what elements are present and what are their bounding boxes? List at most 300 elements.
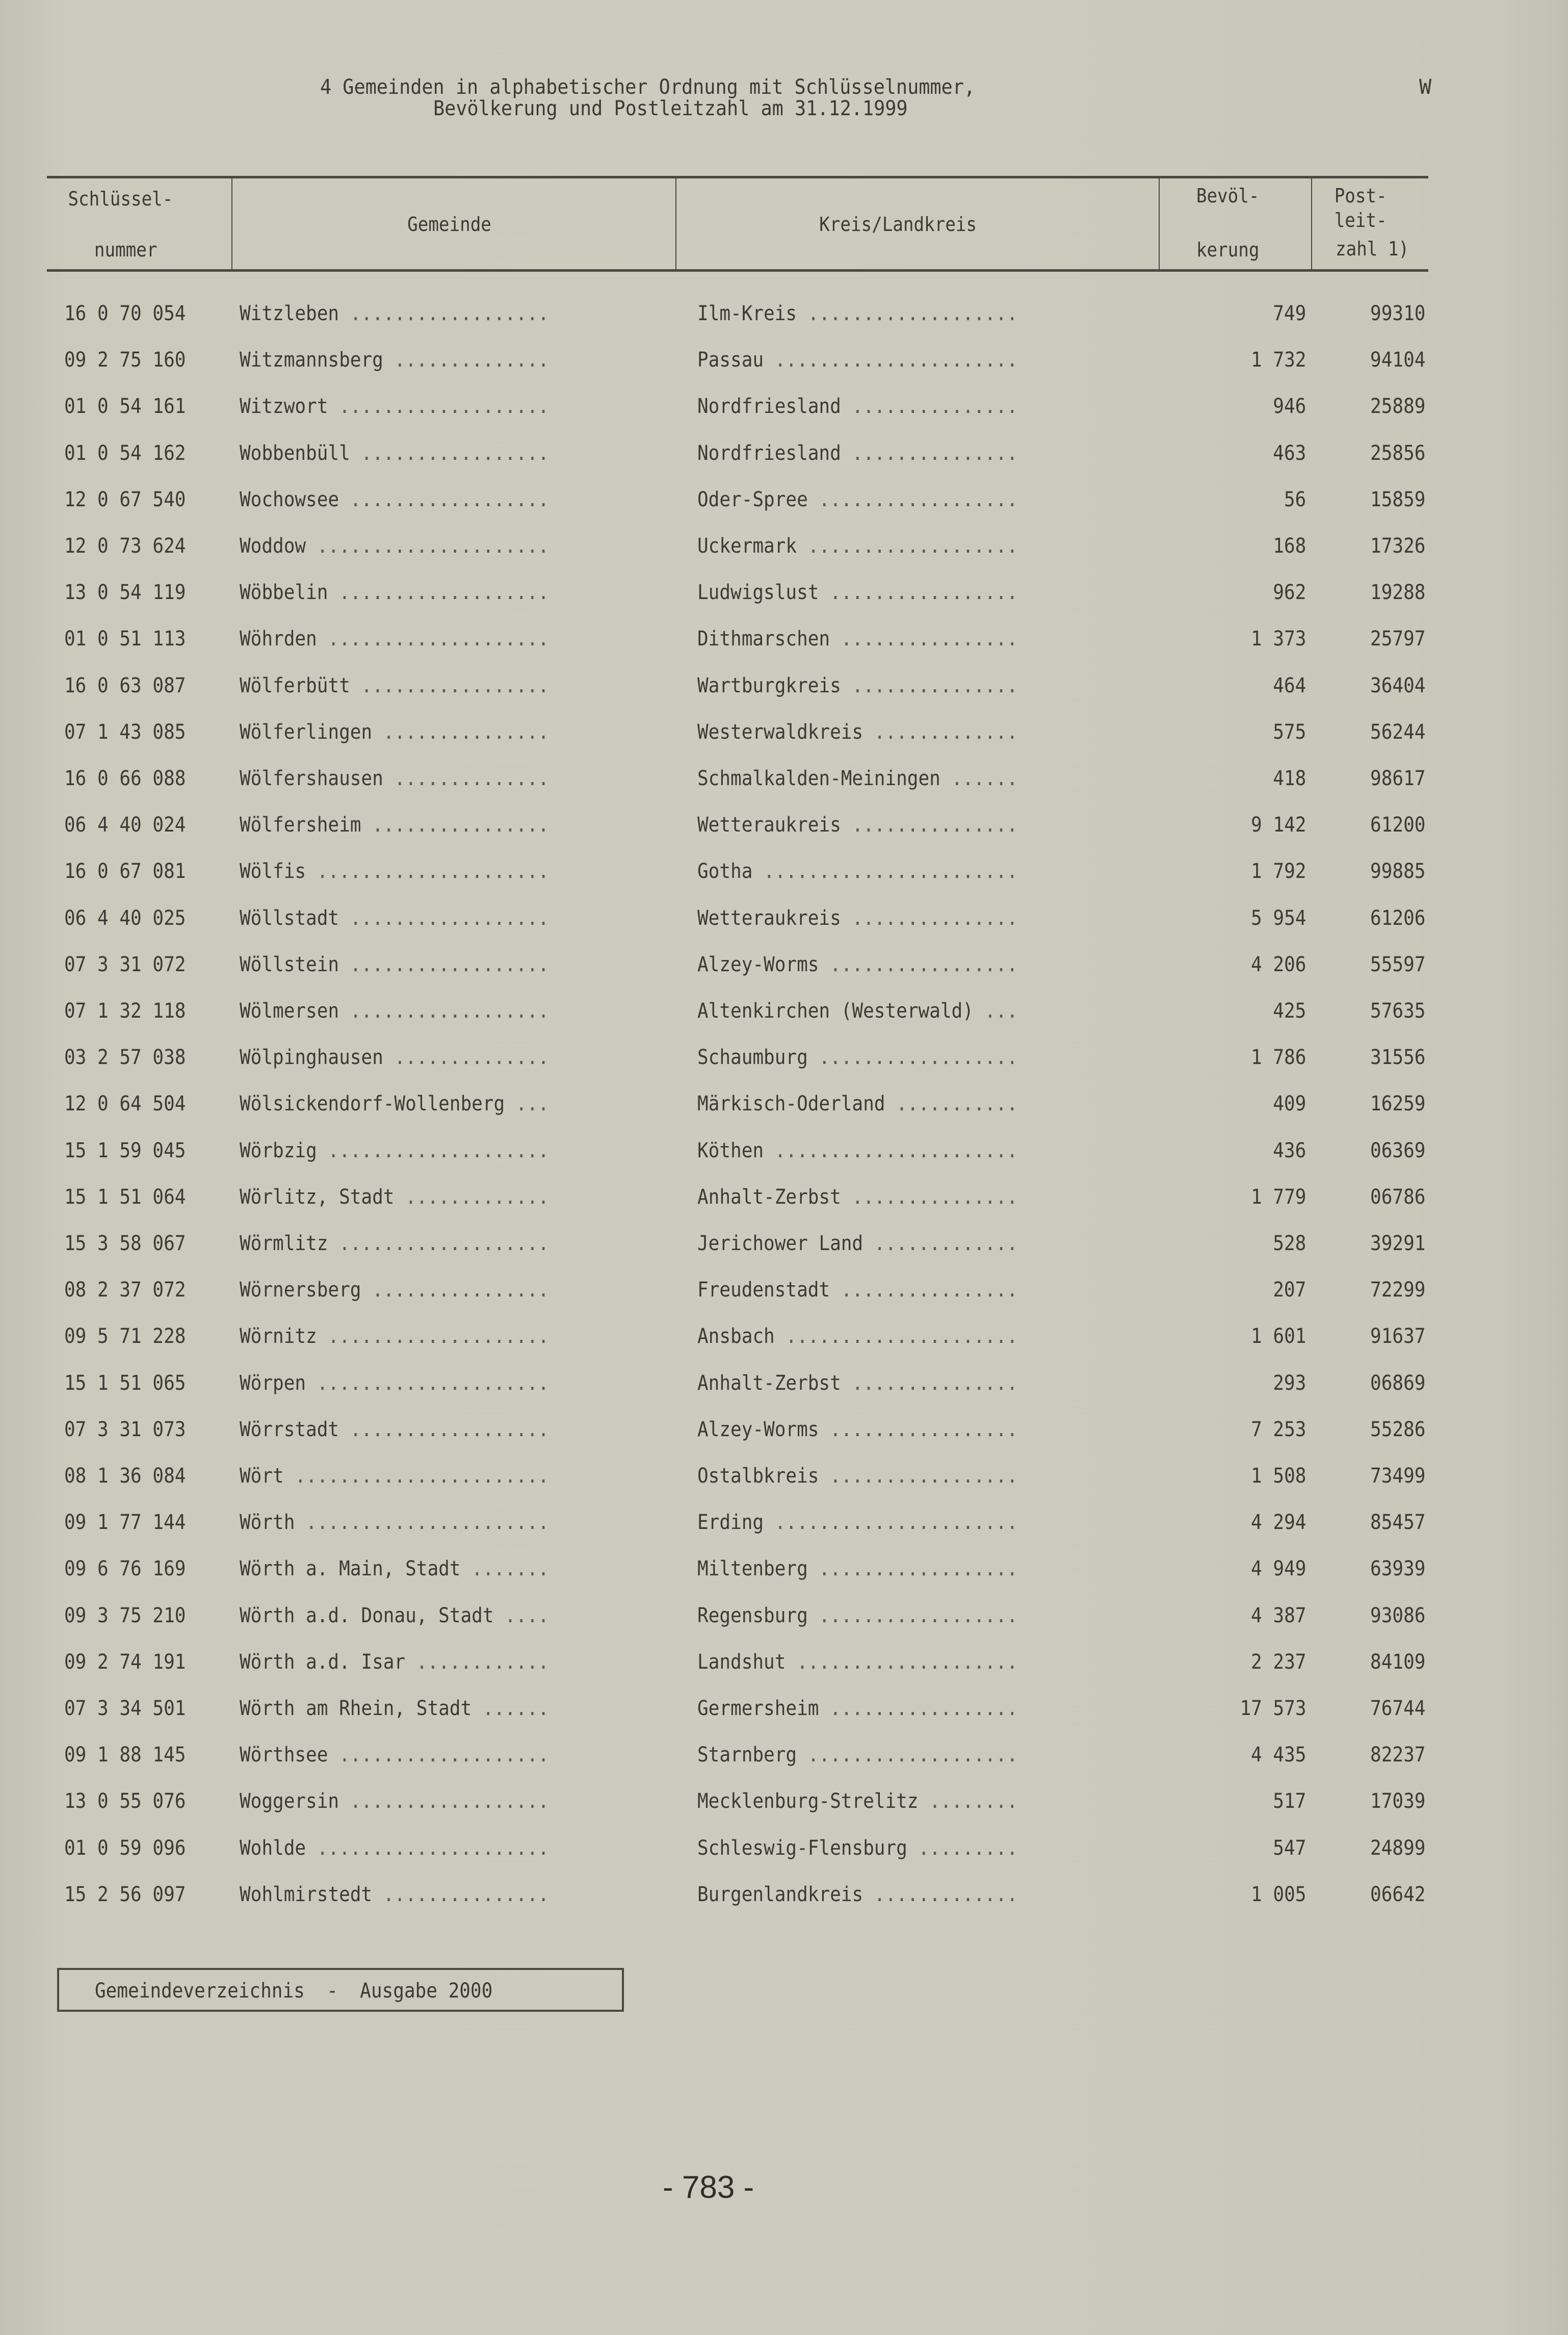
gemeinde-name <box>240 1883 549 1906</box>
gemeinde-name-text: Woddow <box>240 534 306 558</box>
gemeinde-name-text: Wöhrden <box>240 627 317 651</box>
gemeinde-name-text: Wohlde <box>240 1836 306 1860</box>
bevoelkerung: 1 792 <box>1250 860 1306 883</box>
schluesselnummer: 07 3 34 501 <box>64 1697 186 1720</box>
leader-dots: ................... <box>328 1232 549 1255</box>
leader-dots: ............... <box>841 813 1018 837</box>
edition-label: Gemeindeverzeichnis - Ausgabe 2000 <box>95 1979 493 2003</box>
gemeinde-name-text: Wöllstein <box>240 953 339 976</box>
schluesselnummer: 12 0 64 504 <box>64 1092 186 1115</box>
header-plz-line-2: leit- <box>1334 209 1387 231</box>
gemeinde-name-text: Wörlitz, Stadt <box>240 1185 395 1209</box>
kreis-name-text: Ansbach <box>697 1325 775 1348</box>
schluesselnummer: 13 0 54 119 <box>64 581 186 604</box>
gemeinde-name <box>240 488 549 511</box>
kreis-name-text: Alzey-Worms <box>697 953 819 976</box>
gemeinde-name-text: Wörrstadt <box>240 1418 339 1441</box>
gemeinde-name-text: Wörth a.d. Donau, Stadt <box>240 1604 494 1627</box>
kreis-name <box>697 1511 1018 1534</box>
leader-dots: ..................... <box>306 1836 549 1860</box>
postleitzahl: 99310 <box>1370 302 1425 325</box>
schluesselnummer: 06 4 40 025 <box>64 906 186 930</box>
bevoelkerung: 1 601 <box>1250 1325 1306 1348</box>
bevoelkerung: 4 949 <box>1250 1557 1306 1580</box>
postleitzahl: 17326 <box>1370 534 1425 558</box>
table-row <box>0 1371 1568 1402</box>
postleitzahl: 24899 <box>1370 1836 1425 1860</box>
schluesselnummer: 15 2 56 097 <box>64 1883 186 1906</box>
kreis-name-text: Starnberg <box>697 1743 797 1767</box>
kreis-name-text: Miltenberg <box>697 1557 808 1580</box>
postleitzahl: 17039 <box>1370 1789 1425 1813</box>
header-key-line-2: nummer <box>94 239 158 261</box>
gemeinde-name <box>240 674 549 697</box>
kreis-name <box>697 442 1018 465</box>
kreis-name-text: Schmalkalden-Meiningen <box>697 767 940 790</box>
bevoelkerung: 1 005 <box>1250 1883 1306 1906</box>
kreis-name-text: Nordfriesland <box>697 395 841 418</box>
leader-dots: ...................... <box>764 348 1018 372</box>
postleitzahl: 57635 <box>1370 999 1425 1023</box>
schluesselnummer: 08 2 37 072 <box>64 1278 186 1302</box>
postleitzahl: 93086 <box>1370 1604 1425 1627</box>
bevoelkerung: 5 954 <box>1250 906 1306 930</box>
leader-dots: ....................... <box>752 860 1018 883</box>
table-row <box>0 581 1568 611</box>
kreis-name <box>697 1883 1018 1906</box>
leader-dots: .............. <box>383 1046 549 1069</box>
table-row <box>0 1743 1568 1774</box>
table-row <box>0 1836 1568 1867</box>
bevoelkerung: 517 <box>1272 1789 1306 1813</box>
kreis-name-text: Dithmarschen <box>697 627 830 651</box>
gemeinde-name <box>240 720 549 744</box>
gemeinde-name <box>240 1743 549 1767</box>
gemeinde-name <box>240 395 549 418</box>
kreis-name <box>697 1836 1018 1860</box>
schluesselnummer: 09 2 74 191 <box>64 1650 186 1674</box>
kreis-name-text: Gotha <box>697 860 753 883</box>
leader-dots: ................ <box>361 813 549 837</box>
postleitzahl: 82237 <box>1370 1743 1425 1767</box>
postleitzahl: 06369 <box>1370 1139 1425 1162</box>
leader-dots: .............. <box>383 767 549 790</box>
column-divider <box>231 178 232 270</box>
bevoelkerung: 1 779 <box>1250 1185 1306 1209</box>
gemeinde-name-text: Wörthsee <box>240 1743 328 1767</box>
table-row <box>0 1883 1568 1913</box>
bevoelkerung: 946 <box>1272 395 1306 418</box>
leader-dots: ................... <box>797 1743 1018 1767</box>
header-plz-line-3: zahl 1) <box>1336 238 1409 260</box>
header-pop-line-2: kerung <box>1196 239 1260 261</box>
gemeinde-name <box>240 534 549 558</box>
gemeinde-name <box>240 1789 549 1813</box>
schluesselnummer: 09 1 88 145 <box>64 1743 186 1767</box>
leader-dots: .................. <box>807 1046 1018 1069</box>
leader-dots: .................... <box>317 627 549 651</box>
postleitzahl: 61200 <box>1370 813 1425 837</box>
leader-dots: ............. <box>863 1883 1018 1906</box>
gemeinde-name <box>240 767 549 790</box>
kreis-name-text: Oder-Spree <box>697 488 808 511</box>
gemeinde-name <box>240 1139 549 1162</box>
leader-dots: .................. <box>807 488 1018 511</box>
leader-dots: ...................... <box>295 1511 549 1534</box>
postleitzahl: 72299 <box>1370 1278 1425 1302</box>
postleitzahl: 19288 <box>1370 581 1425 604</box>
table-row <box>0 1697 1568 1727</box>
schluesselnummer: 12 0 67 540 <box>64 488 186 511</box>
bevoelkerung: 418 <box>1272 767 1306 790</box>
bevoelkerung: 207 <box>1272 1278 1306 1302</box>
kreis-name <box>697 1604 1018 1627</box>
postleitzahl: 31556 <box>1370 1046 1425 1069</box>
leader-dots: ... <box>505 1092 549 1115</box>
leader-dots: .................. <box>339 488 549 511</box>
schluesselnummer: 16 0 66 088 <box>64 767 186 790</box>
gemeinde-name <box>240 1278 549 1302</box>
bevoelkerung: 2 237 <box>1250 1650 1306 1674</box>
table-row <box>0 1092 1568 1123</box>
schluesselnummer: 09 5 71 228 <box>64 1325 186 1348</box>
kreis-name-text: Märkisch-Oderland <box>697 1092 885 1115</box>
bevoelkerung: 962 <box>1272 581 1306 604</box>
schluesselnummer: 09 1 77 144 <box>64 1511 186 1534</box>
header-kreis: Kreis/Landkreis <box>819 213 977 236</box>
leader-dots: ......... <box>907 1836 1018 1860</box>
gemeinde-name-text: Wölmersen <box>240 999 339 1023</box>
postleitzahl: 25856 <box>1370 442 1425 465</box>
leader-dots: ..................... <box>306 860 549 883</box>
postleitzahl: 36404 <box>1370 674 1425 697</box>
gemeinde-name <box>240 1650 549 1674</box>
bevoelkerung: 4 294 <box>1250 1511 1306 1534</box>
kreis-name <box>697 1092 1018 1115</box>
column-divider <box>1311 178 1312 270</box>
schluesselnummer: 13 0 55 076 <box>64 1789 186 1813</box>
schluesselnummer: 08 1 36 084 <box>64 1464 186 1488</box>
header-key-line-1: Schlüssel- <box>68 188 173 210</box>
table-row <box>0 813 1568 844</box>
leader-dots: ..................... <box>774 1325 1018 1348</box>
kreis-name <box>697 1325 1018 1348</box>
schluesselnummer: 01 0 54 162 <box>64 442 186 465</box>
table-row <box>0 1511 1568 1541</box>
header-pop-line-1: Bevöl- <box>1196 185 1260 207</box>
gemeinde-name <box>240 1185 549 1209</box>
postleitzahl: 39291 <box>1370 1232 1425 1255</box>
leader-dots: ............. <box>394 1185 549 1209</box>
kreis-name-text: Westerwaldkreis <box>697 720 864 744</box>
kreis-name-text: Mecklenburg-Strelitz <box>697 1789 919 1813</box>
table-row <box>0 1604 1568 1634</box>
postleitzahl: 99885 <box>1370 860 1425 883</box>
kreis-name <box>697 627 1018 651</box>
gemeinde-name-text: Wörth <box>240 1511 295 1534</box>
bevoelkerung: 4 435 <box>1250 1743 1306 1767</box>
kreis-name-text: Nordfriesland <box>697 442 841 465</box>
schluesselnummer: 01 0 54 161 <box>64 395 186 418</box>
kreis-name-text: Wetteraukreis <box>697 813 841 837</box>
gemeinde-name-text: Wölfis <box>240 860 306 883</box>
gemeinde-name-text: Wölsickendorf-Wollenberg <box>240 1092 505 1115</box>
table-row <box>0 953 1568 983</box>
table-row <box>0 860 1568 890</box>
kreis-name-text: Wetteraukreis <box>697 906 841 930</box>
table-row <box>0 348 1568 379</box>
header-bottom-rule <box>47 269 1428 272</box>
leader-dots: .............. <box>383 348 549 372</box>
schluesselnummer: 16 0 70 054 <box>64 302 186 325</box>
leader-dots: .... <box>493 1604 549 1627</box>
gemeinde-name <box>240 442 549 465</box>
table-row <box>0 999 1568 1030</box>
leader-dots: ................ <box>361 1278 549 1302</box>
postleitzahl: 73499 <box>1370 1464 1425 1488</box>
kreis-name-text: Jerichower Land <box>697 1232 864 1255</box>
section-letter: W <box>1419 75 1432 99</box>
gemeinde-name <box>240 1511 549 1534</box>
gemeinde-name-text: Wörnitz <box>240 1325 317 1348</box>
postleitzahl: 91637 <box>1370 1325 1425 1348</box>
header-gemeinde: Gemeinde <box>407 213 491 236</box>
kreis-name <box>697 953 1018 976</box>
bevoelkerung: 56 <box>1284 488 1306 511</box>
leader-dots: .................... <box>317 1139 549 1162</box>
bevoelkerung: 293 <box>1272 1371 1306 1395</box>
leader-dots: ................. <box>350 442 549 465</box>
postleitzahl: 94104 <box>1370 348 1425 372</box>
postleitzahl: 25889 <box>1370 395 1425 418</box>
kreis-name-text: Ostalbkreis <box>697 1464 819 1488</box>
leader-dots: .................. <box>339 1418 549 1441</box>
postleitzahl: 06786 <box>1370 1185 1425 1209</box>
leader-dots: .................... <box>786 1650 1018 1674</box>
kreis-name <box>697 395 1018 418</box>
bevoelkerung: 168 <box>1272 534 1306 558</box>
kreis-name <box>697 1650 1018 1674</box>
schluesselnummer: 16 0 63 087 <box>64 674 186 697</box>
schluesselnummer: 01 0 59 096 <box>64 1836 186 1860</box>
kreis-name-text: Ilm-Kreis <box>697 302 797 325</box>
table-row <box>0 1232 1568 1262</box>
leader-dots: ............... <box>841 674 1018 697</box>
header-plz-line-1: Post- <box>1334 185 1387 207</box>
kreis-name-text: Anhalt-Zerbst <box>697 1371 841 1395</box>
postleitzahl: 15859 <box>1370 488 1425 511</box>
leader-dots: ............... <box>841 906 1018 930</box>
schluesselnummer: 15 3 58 067 <box>64 1232 186 1255</box>
bevoelkerung: 4 387 <box>1250 1604 1306 1627</box>
leader-dots: ................... <box>328 395 549 418</box>
gemeinde-name-text: Wörth a. Main, Stadt <box>240 1557 461 1580</box>
leader-dots: ............... <box>841 1371 1018 1395</box>
leader-dots: ..................... <box>306 534 549 558</box>
table-row <box>0 1185 1568 1216</box>
gemeinde-name-text: Wölferbütt <box>240 674 350 697</box>
gemeinde-name <box>240 1464 549 1488</box>
kreis-name-text: Burgenlandkreis <box>697 1883 864 1906</box>
leader-dots: .................. <box>339 999 549 1023</box>
gemeinde-name-text: Wörnersberg <box>240 1278 361 1302</box>
bevoelkerung: 464 <box>1272 674 1306 697</box>
leader-dots: .................. <box>339 1789 549 1813</box>
bevoelkerung: 463 <box>1272 442 1306 465</box>
table-row <box>0 1046 1568 1076</box>
leader-dots: ................. <box>819 953 1018 976</box>
schluesselnummer: 07 3 31 072 <box>64 953 186 976</box>
table-row <box>0 302 1568 332</box>
leader-dots: .................. <box>807 1604 1018 1627</box>
gemeinde-name <box>240 813 549 837</box>
gemeinde-name <box>240 1046 549 1069</box>
kreis-name <box>697 1139 1018 1162</box>
bevoelkerung: 409 <box>1272 1092 1306 1115</box>
gemeinde-name-text: Wochowsee <box>240 488 339 511</box>
schluesselnummer: 09 6 76 169 <box>64 1557 186 1580</box>
table-row <box>0 488 1568 518</box>
bevoelkerung: 1 373 <box>1250 627 1306 651</box>
gemeinde-name-text: Wört <box>240 1464 284 1488</box>
kreis-name <box>697 674 1018 697</box>
table-row <box>0 1650 1568 1681</box>
kreis-name <box>697 488 1018 511</box>
leader-dots: ..................... <box>306 1371 549 1395</box>
gemeinde-name-text: Wörth am Rhein, Stadt <box>240 1697 472 1720</box>
page-number: - 783 - <box>663 2170 754 2205</box>
leader-dots: ............... <box>841 1185 1018 1209</box>
gemeinde-name <box>240 953 549 976</box>
table-row <box>0 674 1568 705</box>
kreis-name <box>697 1185 1018 1209</box>
bevoelkerung: 7 253 <box>1250 1418 1306 1441</box>
table-row <box>0 906 1568 937</box>
table-row <box>0 1139 1568 1170</box>
bevoelkerung: 575 <box>1272 720 1306 744</box>
table-row <box>0 1464 1568 1495</box>
postleitzahl: 55597 <box>1370 953 1425 976</box>
leader-dots: ...................... <box>764 1511 1018 1534</box>
column-divider <box>675 178 676 270</box>
gemeinde-name-text: Witzmannsberg <box>240 348 383 372</box>
gemeinde-name-text: Wörth a.d. Isar <box>240 1650 406 1674</box>
kreis-name-text: Ludwigslust <box>697 581 819 604</box>
leader-dots: ................. <box>819 1464 1018 1488</box>
kreis-name <box>697 302 1018 325</box>
leader-dots: ............... <box>841 442 1018 465</box>
postleitzahl: 55286 <box>1370 1418 1425 1441</box>
postleitzahl: 85457 <box>1370 1511 1425 1534</box>
postleitzahl: 56244 <box>1370 720 1425 744</box>
leader-dots: ............... <box>841 395 1018 418</box>
bevoelkerung: 436 <box>1272 1139 1306 1162</box>
postleitzahl: 25797 <box>1370 627 1425 651</box>
kreis-name-text: Alzey-Worms <box>697 1418 819 1441</box>
bevoelkerung: 4 206 <box>1250 953 1306 976</box>
table-row <box>0 442 1568 472</box>
kreis-name-text: Uckermark <box>697 534 797 558</box>
gemeinde-name-text: Wölfersheim <box>240 813 361 837</box>
kreis-name <box>697 1464 1018 1488</box>
schluesselnummer: 07 3 31 073 <box>64 1418 186 1441</box>
kreis-name-text: Altenkirchen (Westerwald) <box>697 999 974 1023</box>
gemeinde-name <box>240 627 549 651</box>
gemeinde-name-text: Wölferlingen <box>240 720 373 744</box>
schluesselnummer: 15 1 51 065 <box>64 1371 186 1395</box>
leader-dots: ................. <box>350 674 549 697</box>
bevoelkerung: 1 508 <box>1250 1464 1306 1488</box>
schluesselnummer: 12 0 73 624 <box>64 534 186 558</box>
table-row <box>0 627 1568 658</box>
leader-dots: .................. <box>339 953 549 976</box>
header-top-rule <box>47 176 1428 178</box>
gemeinde-name-text: Woggersin <box>240 1789 339 1813</box>
schluesselnummer: 16 0 67 081 <box>64 860 186 883</box>
bevoelkerung: 528 <box>1272 1232 1306 1255</box>
kreis-name <box>697 999 1018 1023</box>
leader-dots: ............. <box>863 1232 1018 1255</box>
kreis-name <box>697 906 1018 930</box>
gemeinde-name <box>240 1092 549 1115</box>
leader-dots: ........... <box>885 1092 1018 1115</box>
bevoelkerung: 749 <box>1272 302 1306 325</box>
leader-dots: .................. <box>339 906 549 930</box>
schluesselnummer: 06 4 40 024 <box>64 813 186 837</box>
kreis-name <box>697 767 1018 790</box>
leader-dots: ................... <box>797 302 1018 325</box>
postleitzahl: 98617 <box>1370 767 1425 790</box>
kreis-name-text: Schaumburg <box>697 1046 808 1069</box>
schluesselnummer: 09 2 75 160 <box>64 348 186 372</box>
leader-dots: ............... <box>372 1883 549 1906</box>
kreis-name-text: Landshut <box>697 1650 786 1674</box>
table-row <box>0 767 1568 797</box>
leader-dots: ... <box>973 999 1018 1023</box>
kreis-name-text: Freudenstadt <box>697 1278 830 1302</box>
kreis-name <box>697 1697 1018 1720</box>
table-row <box>0 1325 1568 1355</box>
page-title-line-1: 4 Gemeinden in alphabetischer Ordnung mit Schlüsselnummer, <box>320 75 976 99</box>
gemeinde-name <box>240 1557 549 1580</box>
kreis-name <box>697 860 1018 883</box>
kreis-name <box>697 1278 1018 1302</box>
gemeinde-name-text: Wöbbelin <box>240 581 328 604</box>
leader-dots: ....................... <box>283 1464 549 1488</box>
table-row <box>0 1278 1568 1309</box>
kreis-name-text: Regensburg <box>697 1604 808 1627</box>
gemeinde-name-text: Wölpinghausen <box>240 1046 383 1069</box>
leader-dots: ............... <box>372 720 549 744</box>
gemeinde-name <box>240 906 549 930</box>
kreis-name-text: Anhalt-Zerbst <box>697 1185 841 1209</box>
gemeinde-name-text: Witzleben <box>240 302 339 325</box>
kreis-name-text: Passau <box>697 348 764 372</box>
leader-dots: ................. <box>819 1697 1018 1720</box>
gemeinde-name <box>240 1697 549 1720</box>
kreis-name <box>697 1557 1018 1580</box>
gemeinde-name <box>240 581 549 604</box>
gemeinde-name <box>240 1418 549 1441</box>
table-row <box>0 395 1568 425</box>
kreis-name <box>697 1371 1018 1395</box>
leader-dots: ...... <box>472 1697 549 1720</box>
postleitzahl: 63939 <box>1370 1557 1425 1580</box>
gemeinde-name-text: Wölfershausen <box>240 767 383 790</box>
schluesselnummer: 15 1 59 045 <box>64 1139 186 1162</box>
bevoelkerung: 17 573 <box>1239 1697 1306 1720</box>
leader-dots: ....... <box>460 1557 549 1580</box>
